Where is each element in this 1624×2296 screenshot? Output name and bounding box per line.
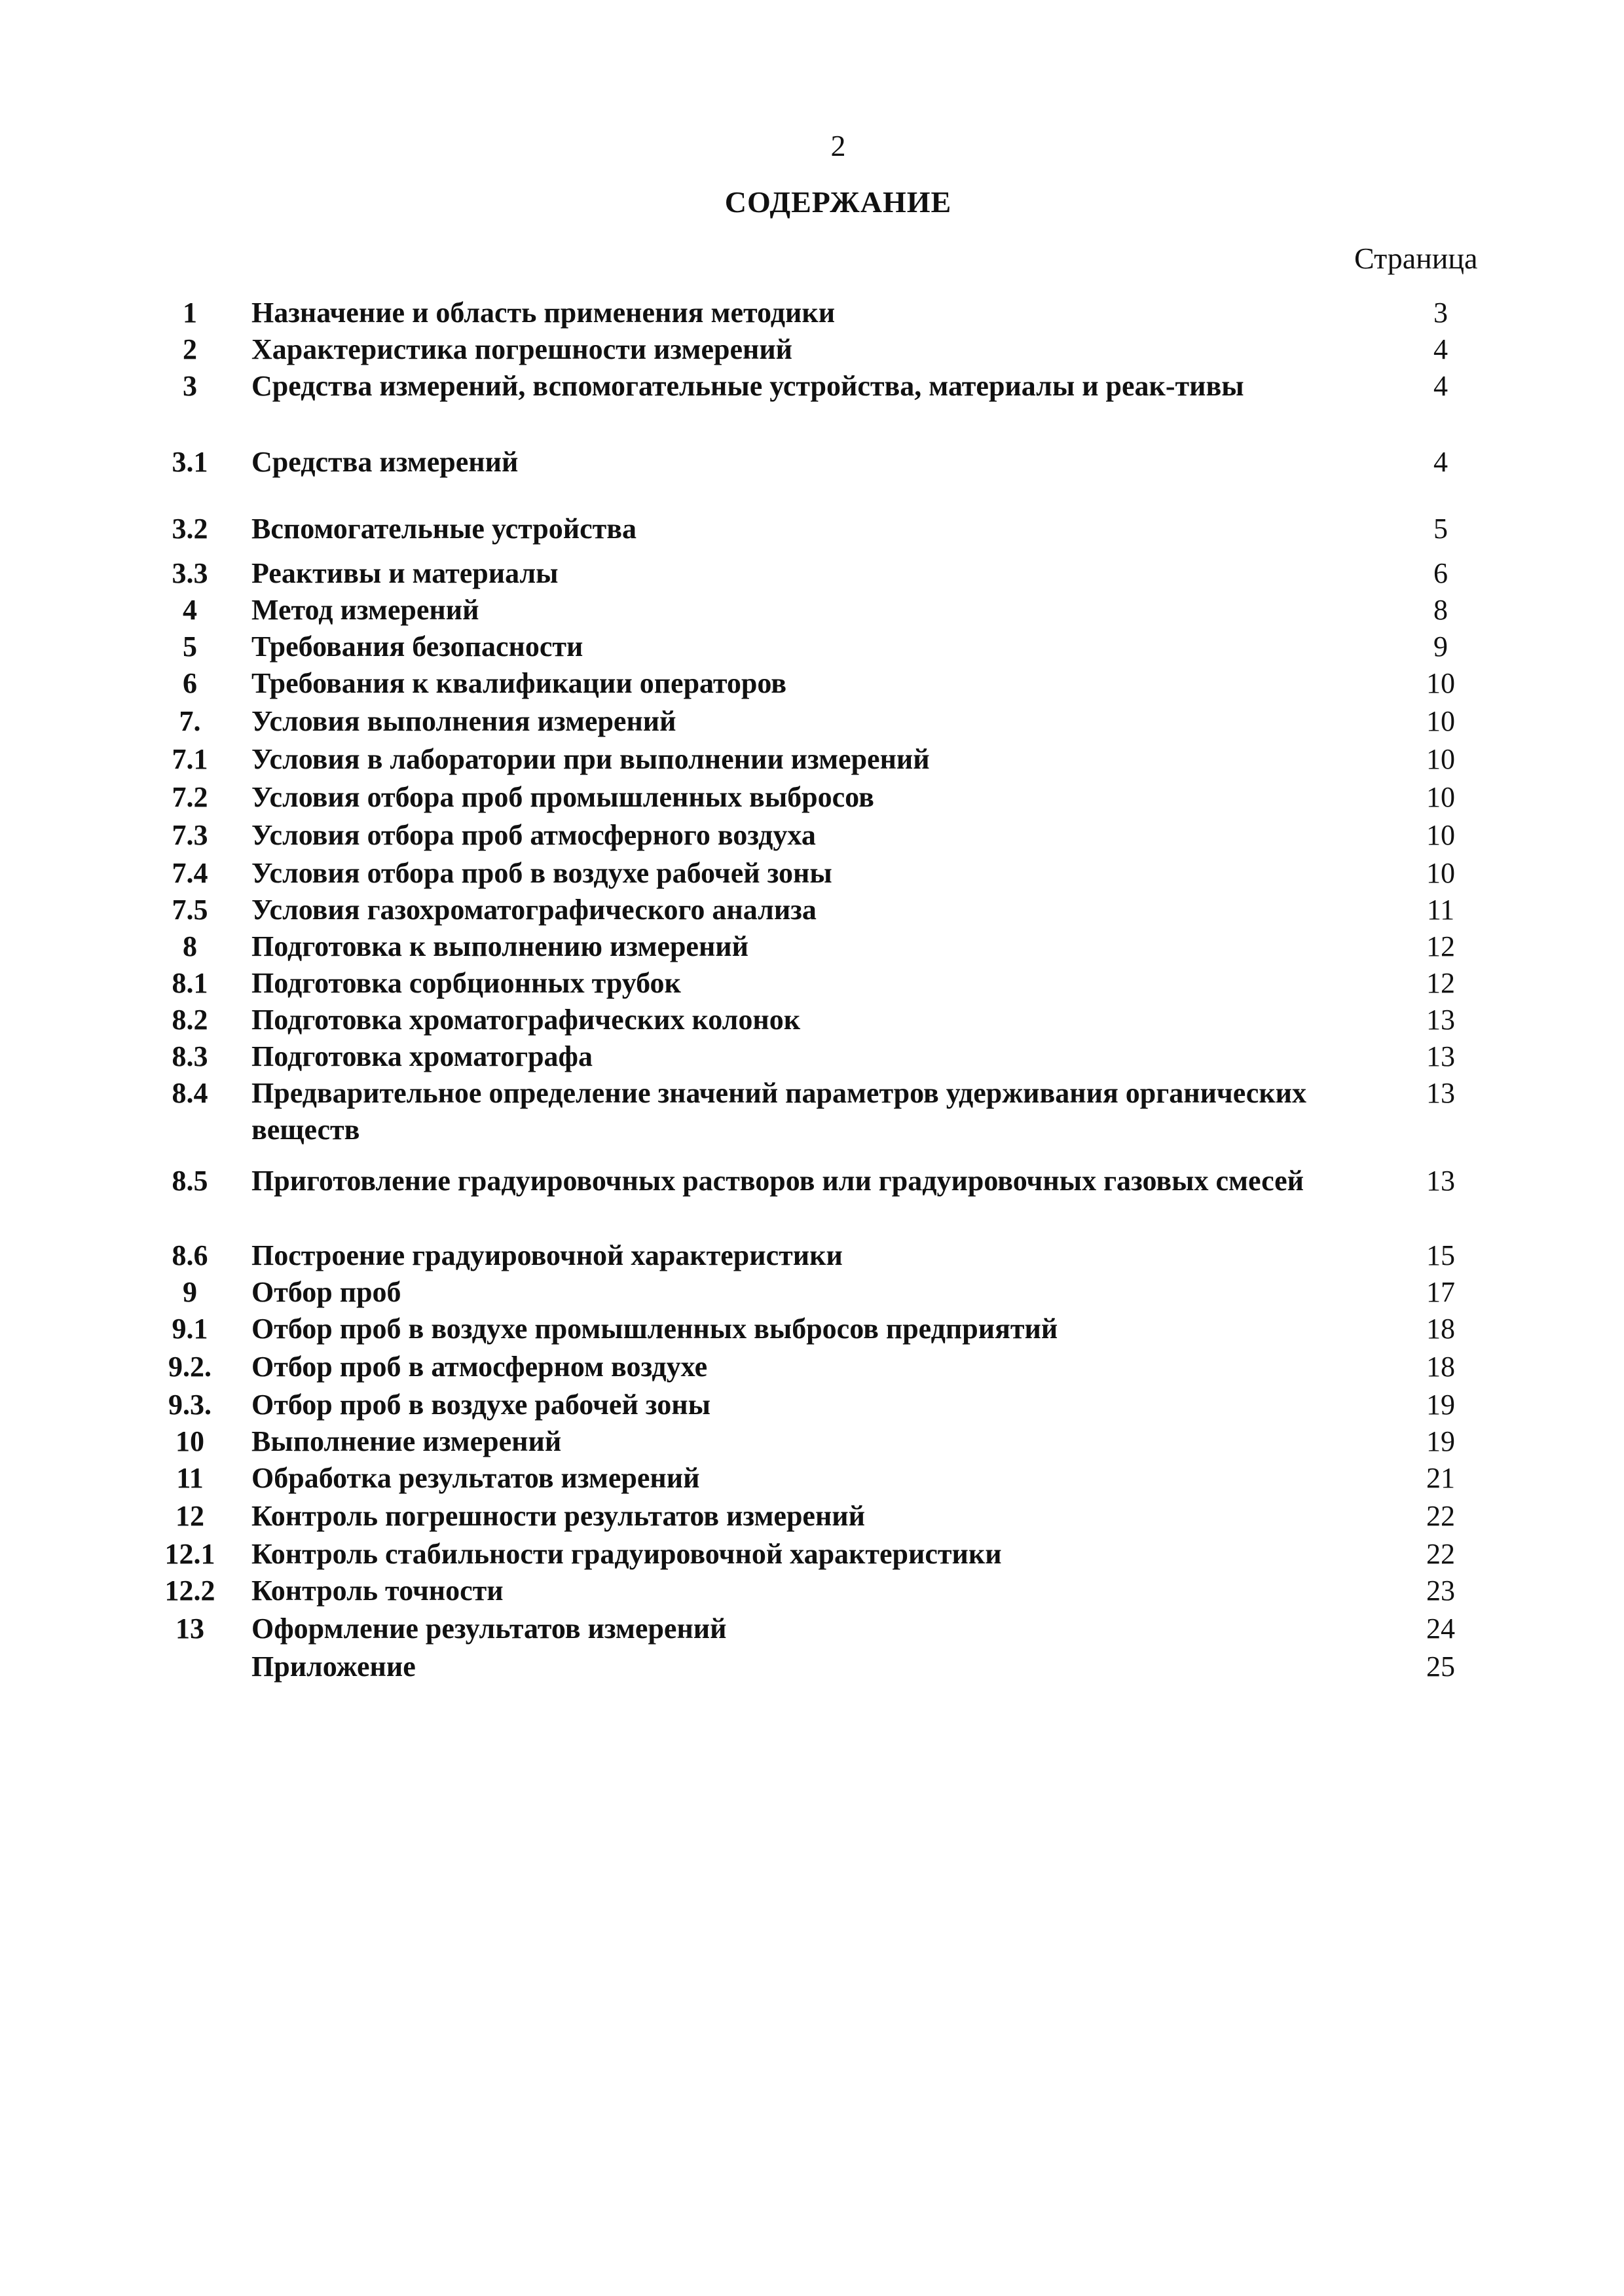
toc-entry-number: 8 bbox=[183, 930, 197, 962]
toc-entry-label: Отбор проб в воздухе рабочей зоны bbox=[251, 1389, 710, 1421]
toc-entry-page: 22 bbox=[1426, 1500, 1455, 1532]
toc-entry-number: 7. bbox=[179, 705, 201, 737]
toc-entry-page: 10 bbox=[1426, 857, 1455, 889]
toc-entry-page: 10 bbox=[1426, 743, 1455, 775]
toc-entry-label: Характеристика погрешности измерений bbox=[251, 333, 793, 365]
toc-entry-label: Требования к квалификации операторов bbox=[251, 667, 787, 699]
toc-entry-page: 10 bbox=[1426, 819, 1455, 851]
toc-entry-label: Условия выполнения измерений bbox=[251, 705, 676, 737]
toc-entry-page: 17 bbox=[1426, 1276, 1455, 1308]
toc-entry-page: 3 bbox=[1433, 297, 1448, 329]
toc-entry-number: 12 bbox=[175, 1500, 204, 1532]
toc-entry-number: 7.5 bbox=[172, 894, 208, 926]
toc-entry-page: 24 bbox=[1426, 1613, 1455, 1645]
toc-entry-number: 7.4 bbox=[172, 857, 208, 889]
toc-entry-number: 11 bbox=[176, 1462, 204, 1494]
toc-entry-label: Построение градуировочной характеристики bbox=[251, 1239, 843, 1271]
toc-entry-number: 8.6 bbox=[172, 1239, 208, 1271]
page-number: 2 bbox=[830, 129, 846, 162]
toc-entry-page: 15 bbox=[1426, 1239, 1455, 1271]
toc-entry-page: 19 bbox=[1426, 1425, 1455, 1457]
toc-entry-label: Подготовка сорбционных трубок bbox=[251, 967, 681, 999]
toc-entry-page: 19 bbox=[1426, 1389, 1455, 1421]
toc-entry-page: 11 bbox=[1426, 894, 1455, 926]
toc-entry-label: Обработка результатов измерений bbox=[251, 1462, 700, 1494]
toc-entry-number: 7.1 bbox=[172, 743, 208, 775]
toc-entry-label: Отбор проб в атмосферном воздухе bbox=[251, 1351, 708, 1383]
toc-entry-page: 25 bbox=[1426, 1650, 1455, 1683]
toc-entry-label: Условия отбора проб промышленных выбросов bbox=[251, 781, 874, 813]
toc-entry-number: 2 bbox=[183, 333, 197, 365]
toc-entry-number: 8.3 bbox=[172, 1040, 208, 1072]
toc-entry-label: Средства измерений bbox=[251, 446, 519, 478]
toc-entry-label: Подготовка к выполнению измерений bbox=[251, 930, 748, 962]
toc-entry-page: 22 bbox=[1426, 1538, 1455, 1570]
toc-entry-number: 8.1 bbox=[172, 967, 208, 999]
toc-entry-page: 10 bbox=[1426, 705, 1455, 737]
toc-entry-page: 4 bbox=[1433, 446, 1448, 478]
toc-entry-number: 1 bbox=[183, 297, 197, 329]
toc-entry-page: 18 bbox=[1426, 1351, 1455, 1383]
toc-entry-number: 13 bbox=[175, 1613, 204, 1645]
toc-entry-label: Подготовка хроматографических колонок bbox=[251, 1004, 801, 1036]
toc-entry-number: 12.2 bbox=[164, 1575, 215, 1607]
toc-entry-label: Средства измерений, вспомогательные устройства, материалы и реак-тивы bbox=[251, 370, 1244, 402]
toc-entry-page: 13 bbox=[1426, 1077, 1455, 1109]
toc-entry-page: 12 bbox=[1426, 967, 1455, 999]
toc-entry-page: 13 bbox=[1426, 1040, 1455, 1072]
toc-entry-number: 8.4 bbox=[172, 1077, 208, 1109]
toc-entry-page: 10 bbox=[1426, 667, 1455, 699]
toc-entry-number: 9.2. bbox=[168, 1351, 212, 1383]
toc-entry-number: 3 bbox=[183, 370, 197, 402]
toc-entry-page: 9 bbox=[1433, 630, 1448, 663]
toc-entry-number: 7.3 bbox=[172, 819, 208, 851]
page-column-header: Страница bbox=[1354, 242, 1478, 275]
toc-entry-page: 13 bbox=[1426, 1165, 1455, 1197]
toc-entry-label: Предварительное определение значений параметров удерживания органических веществ bbox=[251, 1077, 1307, 1146]
toc-entry-label: Приготовление градуировочных растворов или градуировочных газовых смесей bbox=[251, 1165, 1304, 1197]
toc-entry-number: 5 bbox=[183, 630, 197, 663]
toc-entry-label: Условия в лаборатории при выполнении измерений bbox=[251, 743, 930, 775]
toc-entry-label: Оформление результатов измерений bbox=[251, 1613, 727, 1645]
toc-entry-label: Условия отбора проб атмосферного воздуха bbox=[251, 819, 816, 851]
toc-entry-page: 13 bbox=[1426, 1004, 1455, 1036]
toc-entry-label: Контроль точности bbox=[251, 1575, 504, 1607]
toc-entry-number: 3.2 bbox=[172, 513, 208, 545]
toc-entry-label: Контроль погрешности результатов измерений bbox=[251, 1500, 865, 1532]
toc-entry-number: 3.1 bbox=[172, 446, 208, 478]
toc-entry-label: Требования безопасности bbox=[251, 630, 583, 663]
toc-entry-page: 21 bbox=[1426, 1462, 1455, 1494]
toc-entry-number: 6 bbox=[183, 667, 197, 699]
toc-entry-number: 8.2 bbox=[172, 1004, 208, 1036]
toc-entry-number: 9.1 bbox=[172, 1313, 208, 1345]
toc-entry-page: 23 bbox=[1426, 1575, 1455, 1607]
toc-entry-page: 4 bbox=[1433, 370, 1448, 402]
toc-entry-number: 10 bbox=[175, 1425, 204, 1457]
toc-entry-label: Контроль стабильности градуировочной характеристики bbox=[251, 1538, 1002, 1570]
toc-entry-label: Приложение bbox=[251, 1650, 416, 1683]
toc-entry-label: Подготовка хроматографа bbox=[251, 1040, 593, 1072]
toc-entry-label: Условия отбора проб в воздухе рабочей зоны bbox=[251, 857, 832, 889]
toc-entry-page: 4 bbox=[1433, 333, 1448, 365]
toc-entry-page: 6 bbox=[1433, 557, 1448, 589]
page-title: СОДЕРЖАНИЕ bbox=[724, 185, 952, 219]
toc-entry-number: 12.1 bbox=[164, 1538, 215, 1570]
toc-entry-page: 18 bbox=[1426, 1313, 1455, 1345]
toc-entry-label: Вспомогательные устройства bbox=[251, 513, 637, 545]
toc-entry-page: 10 bbox=[1426, 781, 1455, 813]
toc-entry-number: 9 bbox=[183, 1276, 197, 1308]
toc-entry-number: 3.3 bbox=[172, 557, 208, 589]
toc-entry-page: 8 bbox=[1433, 594, 1448, 626]
toc-entry-label: Назначение и область применения методики bbox=[251, 297, 836, 329]
toc-entry-number: 4 bbox=[183, 594, 197, 626]
toc-entry-number: 8.5 bbox=[172, 1165, 208, 1197]
toc-entry-label: Реактивы и материалы bbox=[251, 557, 559, 589]
toc-entry-label: Выполнение измерений bbox=[251, 1425, 562, 1457]
toc-entry-page: 12 bbox=[1426, 930, 1455, 962]
toc-entry-label: Отбор проб bbox=[251, 1276, 401, 1308]
toc-entry-page: 5 bbox=[1433, 513, 1448, 545]
toc-entry-number: 7.2 bbox=[172, 781, 208, 813]
toc-entry-label: Условия газохроматографического анализа bbox=[251, 894, 817, 926]
toc-entry-number: 9.3. bbox=[168, 1389, 212, 1421]
toc-entry-label: Отбор проб в воздухе промышленных выбросов предприятий bbox=[251, 1313, 1058, 1345]
toc-entry-label: Метод измерений bbox=[251, 594, 479, 626]
